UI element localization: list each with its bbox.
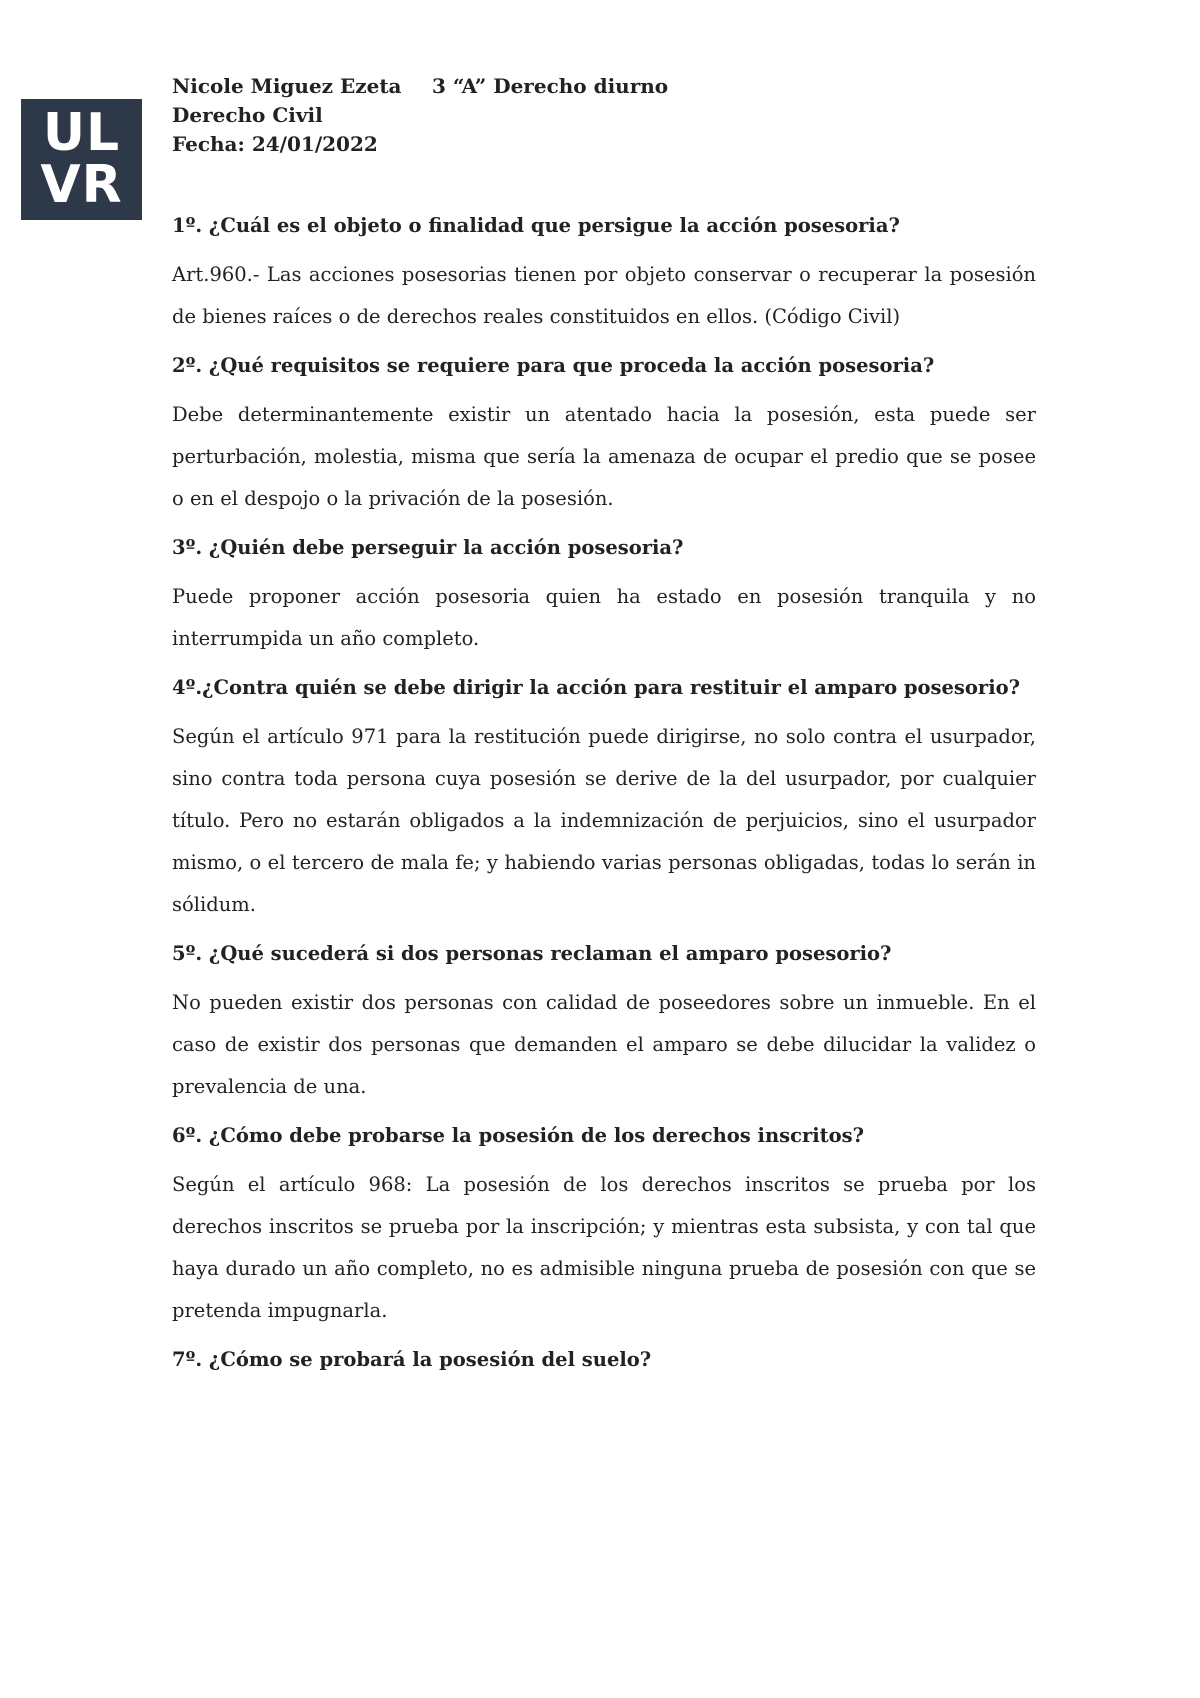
- question-7: 7º. ¿Cómo se probará la posesión del suelo?: [172, 1348, 652, 1371]
- ulvr-logo: [21, 99, 142, 220]
- subject: Derecho Civil: [172, 103, 323, 127]
- course-info: 3 “A” Derecho diurno: [432, 74, 669, 98]
- question-2: 2º. ¿Qué requisitos se requiere para que proceda la acción posesoria?: [172, 354, 935, 377]
- header-line-1: [172, 72, 732, 101]
- answer-2: Debe determinantemente existir un atentado hacia la posesión, esta puede ser perturbación, molestia, misma que sería la amenaza de ocupar el predio que se posee o en el despojo o la privación de la posesión.: [172, 403, 1036, 510]
- answer-5: No pueden existir dos personas con calidad de poseedores sobre un inmueble. En el caso de existir dos personas que demanden el amparo se debe dilucidar la validez o prevalencia de una.: [172, 991, 1036, 1098]
- answer-4: Según el artículo 971 para la restitución puede dirigirse, no solo contra el usurpador, sino contra toda persona cuya posesión se derive de la del usurpador, por cualquier título. Pero no estarán obligados a la indemnización de perjuicios, sino el usurpador mismo, o el tercero de mala fe; y habiendo varias personas obligadas, todas lo serán in sólidum.: [172, 725, 1036, 916]
- answer-3: Puede proponer acción posesoria quien ha estado en posesión tranquila y no interrumpida un año completo.: [172, 585, 1036, 650]
- question-5: 5º. ¿Qué sucederá si dos personas reclaman el amparo posesorio?: [172, 942, 892, 965]
- logo-text-line-2: VR: [40, 155, 123, 215]
- question-1: 1º. ¿Cuál es el objeto o finalidad que persigue la acción posesoria?: [172, 214, 900, 237]
- answer-6: Según el artículo 968: La posesión de los derechos inscritos se prueba por los derechos inscritos se prueba por la inscripción; y mientras esta subsista, y con tal que haya durado un año completo, no es admisible ninguna prueba de posesión con que se pretenda impugnarla.: [172, 1173, 1036, 1322]
- document-body: [172, 212, 1036, 1388]
- answer-1: Art.960.- Las acciones posesorias tienen por objeto conservar o recuperar la posesión de bienes raíces o de derechos reales constituidos en ellos. (Código Civil): [172, 263, 1036, 328]
- date: Fecha: 24/01/2022: [172, 132, 378, 156]
- question-6: 6º. ¿Cómo debe probarse la posesión de los derechos inscritos?: [172, 1124, 865, 1147]
- document-header: [172, 72, 732, 159]
- student-name: Nicole Miguez Ezeta: [172, 74, 402, 98]
- logo-text-line-1: UL: [42, 103, 121, 163]
- question-4: 4º.¿Contra quién se debe dirigir la acción para restituir el amparo posesorio?: [172, 676, 1021, 699]
- question-3: 3º. ¿Quién debe perseguir la acción posesoria?: [172, 536, 684, 559]
